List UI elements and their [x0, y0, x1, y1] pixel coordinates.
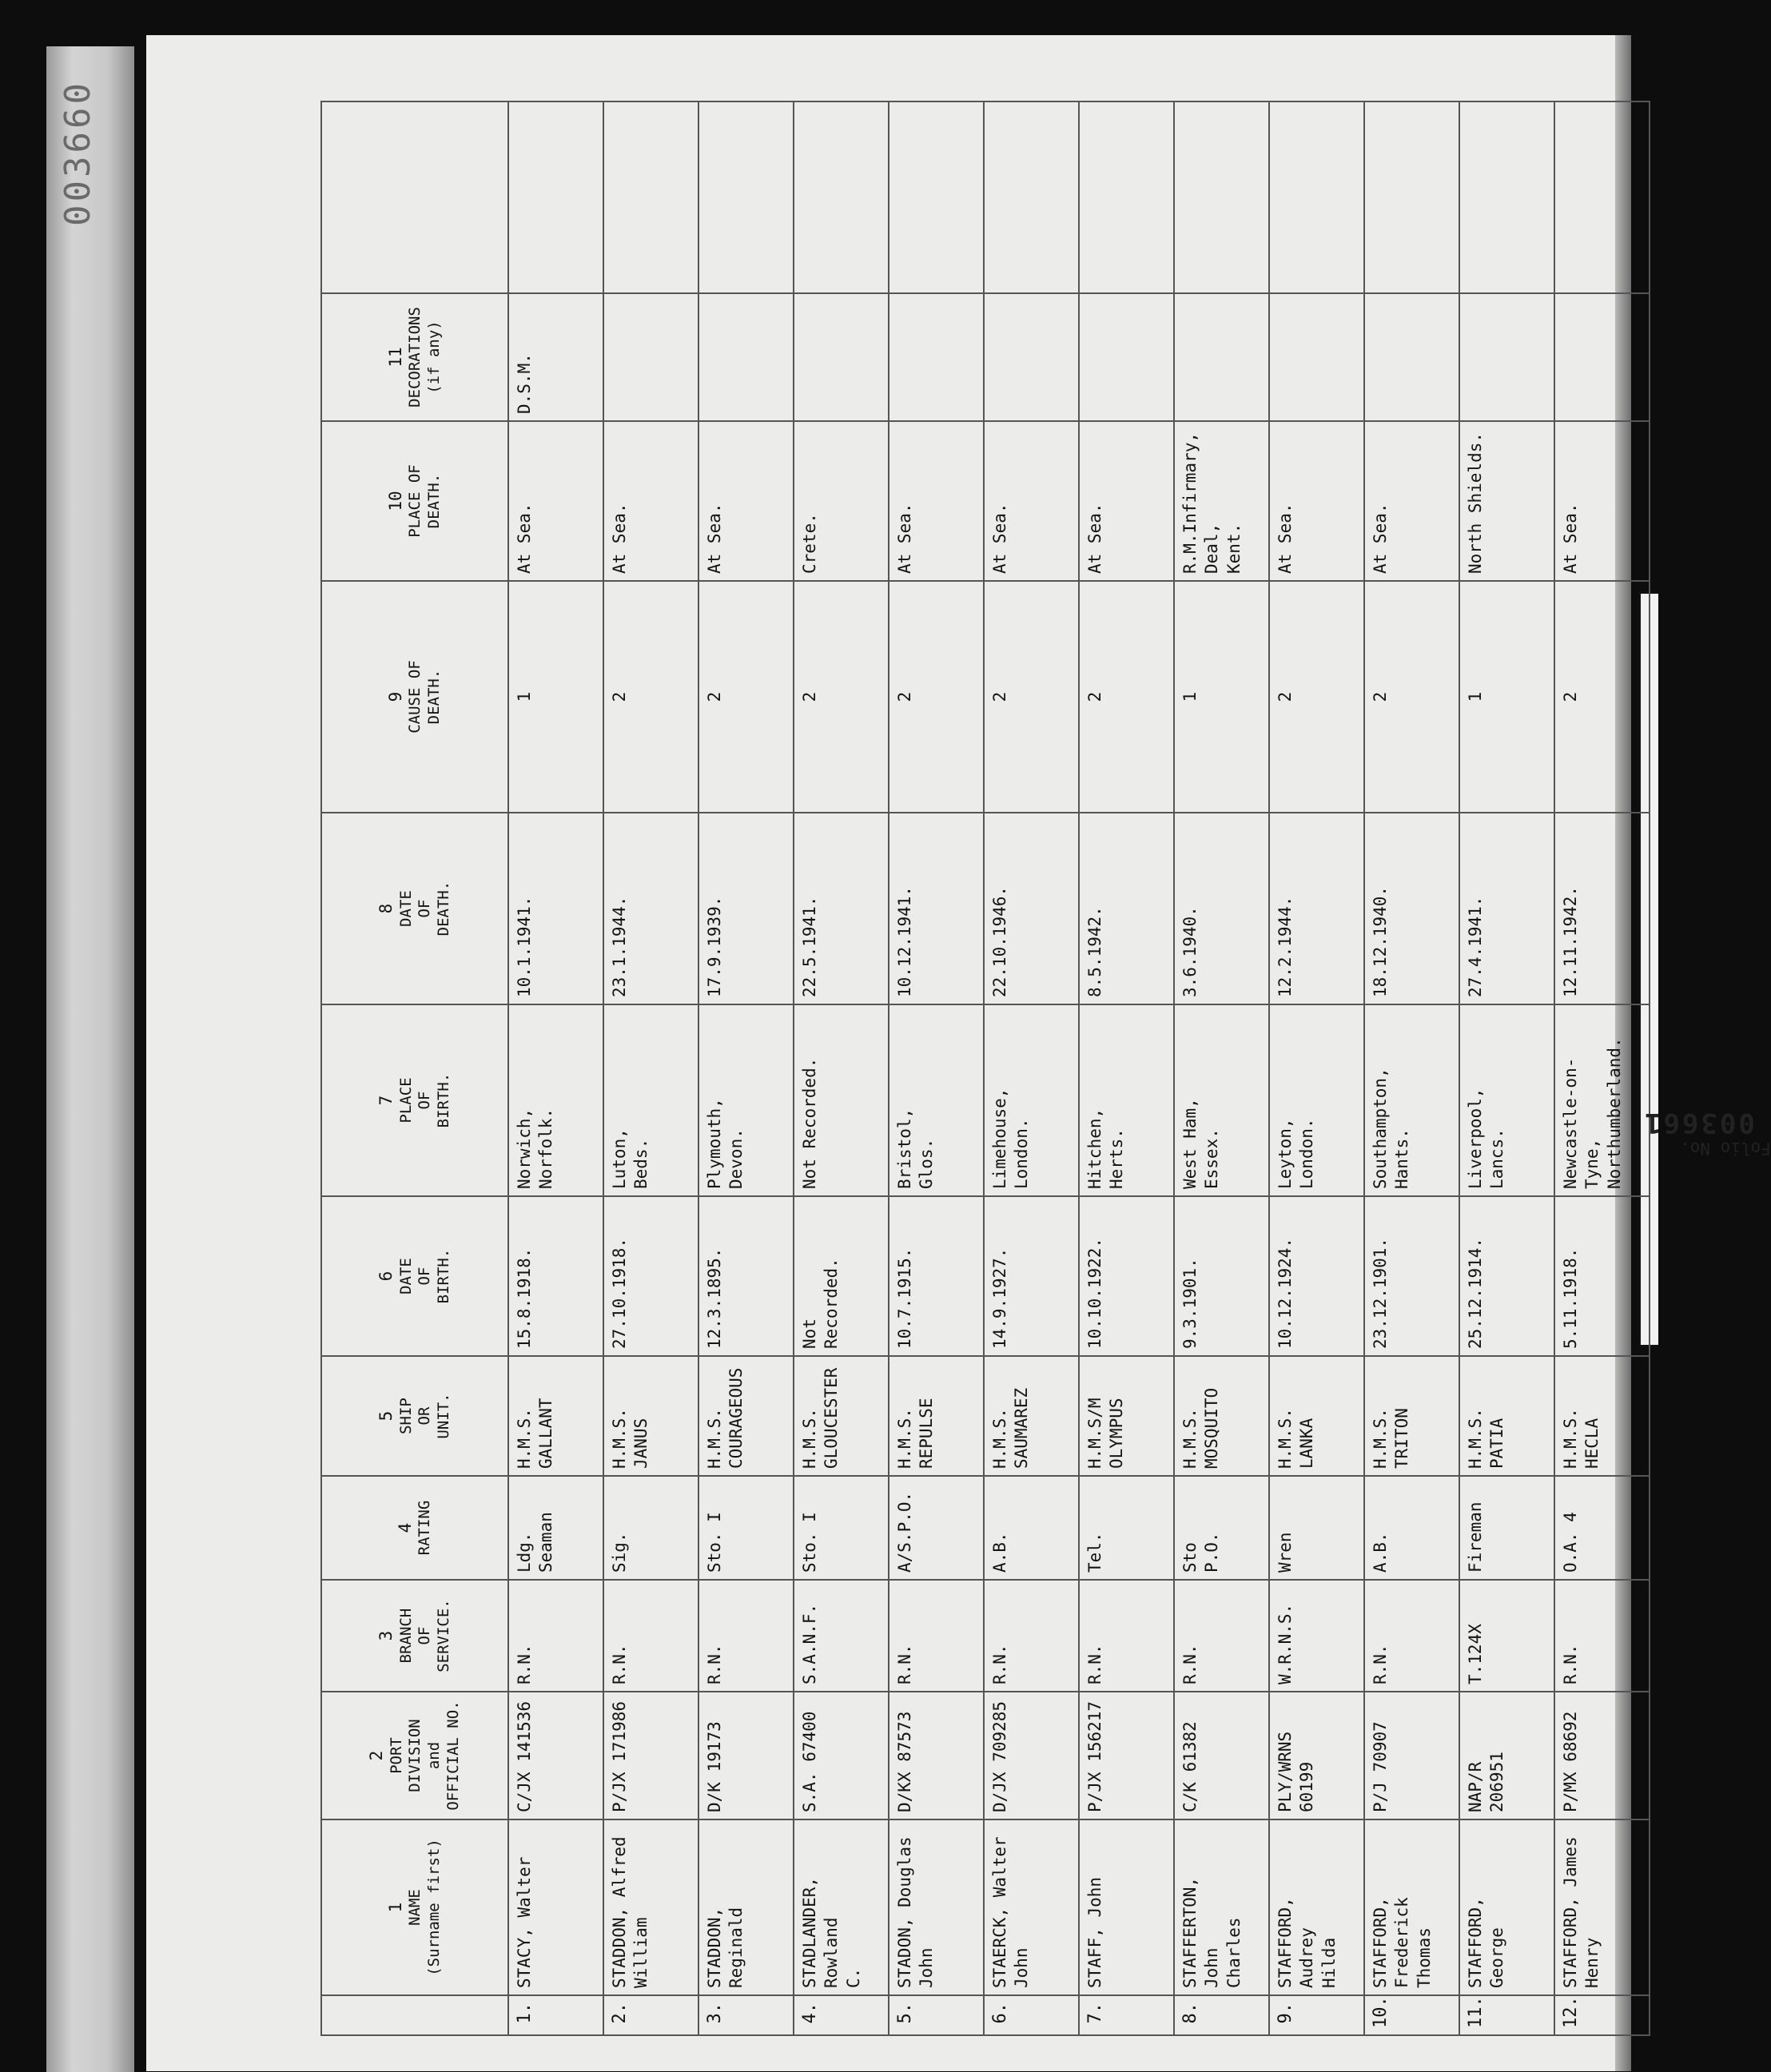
date-of-birth-cell: 23.12.1901.: [1364, 1196, 1459, 1356]
ship-cell: H.M.S. HECLA: [1554, 1356, 1650, 1476]
date-of-birth-cell: Not Recorded.: [794, 1196, 889, 1356]
column-header-line: BIRTH.: [435, 1072, 452, 1128]
table-row: [1079, 101, 1174, 2035]
ship-cell: H.M.S/M OLYMPUS: [1079, 1356, 1174, 1476]
header-row: [321, 101, 508, 2035]
column-number: 2: [367, 1750, 387, 1761]
name-cell: STADDON, Alfred William: [603, 1819, 698, 1995]
binding-strip: [46, 46, 134, 2072]
column-header: [321, 1995, 508, 2035]
row-number: 8.: [1174, 1995, 1269, 2035]
cause-of-death-cell: 2: [794, 581, 889, 813]
date-of-birth-cell: 15.8.1918.: [508, 1196, 603, 1356]
blank-cell: [1364, 101, 1459, 293]
rating-cell: Wren: [1269, 1476, 1364, 1580]
branch-cell: R.N.: [603, 1580, 698, 1692]
column-header-line: OFFICIAL NO.: [444, 1700, 462, 1811]
rating-cell: A/S.P.O.: [889, 1476, 984, 1580]
ship-cell: H.M.S. LANKA: [1269, 1356, 1364, 1476]
column-number: 7: [376, 1095, 396, 1106]
name-cell: STAERCK, Walter John: [984, 1819, 1079, 1995]
date-of-birth-cell: 5.11.1918.: [1554, 1196, 1650, 1356]
ship-cell: H.M.S. PATIA: [1459, 1356, 1554, 1476]
place-of-death-cell: At Sea.: [508, 421, 603, 581]
column-number: 10: [386, 491, 406, 511]
cause-of-death-cell: 2: [603, 581, 698, 813]
date-of-death-cell: 12.11.1942.: [1554, 813, 1650, 1004]
place-of-birth-cell: Norwich, Norfolk.: [508, 1004, 603, 1196]
column-header-line: (Surname first): [425, 1839, 444, 1976]
blank-cell: [1459, 101, 1554, 293]
official-number-cell: C/K 61382: [1174, 1692, 1269, 1819]
blank-cell: [984, 101, 1079, 293]
branch-cell: R.N.: [889, 1580, 984, 1692]
row-number: 5.: [889, 1995, 984, 2035]
decorations-cell: [1079, 293, 1174, 421]
cause-of-death-cell: 1: [1174, 581, 1269, 813]
cause-of-death-cell: 1: [1459, 581, 1554, 813]
folio-label: Folio No.: [1680, 1139, 1771, 1158]
table-row: [698, 101, 794, 2035]
official-number-cell: P/JX 156217: [1079, 1692, 1174, 1819]
date-of-death-cell: 10.12.1941.: [889, 813, 984, 1004]
column-number: 5: [376, 1410, 396, 1422]
branch-cell: R.N.: [1364, 1580, 1459, 1692]
column-header-line: SHIP: [396, 1398, 415, 1434]
column-header-line: DEATH.: [425, 473, 444, 529]
cause-of-death-cell: 2: [984, 581, 1079, 813]
column-number: 6: [376, 1271, 396, 1282]
table-row: [508, 101, 603, 2035]
date-of-birth-cell: 9.3.1901.: [1174, 1196, 1269, 1356]
blank-cell: [603, 101, 698, 293]
date-of-birth-cell: 12.3.1895.: [698, 1196, 794, 1356]
cause-of-death-cell: 2: [889, 581, 984, 813]
rating-cell: Sig.: [603, 1476, 698, 1580]
row-number: 11.: [1459, 1995, 1554, 2035]
column-number: 3: [376, 1630, 396, 1641]
rating-cell: Ldg. Seaman: [508, 1476, 603, 1580]
column-number: 8: [376, 903, 396, 914]
cause-of-death-cell: 2: [1269, 581, 1364, 813]
column-header-line: CAUSE OF: [406, 660, 424, 734]
row-number: 1.: [508, 1995, 603, 2035]
branch-cell: S.A.N.F.: [794, 1580, 889, 1692]
row-number: 7.: [1079, 1995, 1174, 2035]
column-header: [321, 1356, 508, 1476]
column-header-line: PORT DIVISION: [387, 1719, 424, 1792]
place-of-birth-cell: Liverpool, Lancs.: [1459, 1004, 1554, 1196]
blank-cell: [698, 101, 794, 293]
date-of-birth-cell: 10.10.1922.: [1079, 1196, 1174, 1356]
date-of-death-cell: 27.4.1941.: [1459, 813, 1554, 1004]
column-header: [321, 581, 508, 813]
name-cell: STADLANDER, Rowland C.: [794, 1819, 889, 1995]
date-of-birth-cell: 25.12.1914.: [1459, 1196, 1554, 1356]
date-of-death-cell: 23.1.1944.: [603, 813, 698, 1004]
column-header: [321, 813, 508, 1004]
decorations-cell: [698, 293, 794, 421]
branch-cell: T.124X: [1459, 1580, 1554, 1692]
column-header-line: DATE: [396, 1258, 415, 1295]
table-row: [1269, 101, 1364, 2035]
column-header-line: DECORATIONS: [406, 307, 424, 408]
blank-cell: [1079, 101, 1174, 293]
decorations-cell: [1459, 293, 1554, 421]
column-header-line: OR: [416, 1406, 434, 1426]
place-of-death-cell: At Sea.: [1269, 421, 1364, 581]
cause-of-death-cell: 2: [1079, 581, 1174, 813]
rating-cell: A.B.: [1364, 1476, 1459, 1580]
blank-cell: [889, 101, 984, 293]
branch-cell: W.R.N.S.: [1269, 1580, 1364, 1692]
column-header: [321, 1819, 508, 1995]
name-cell: STAFF, John: [1079, 1819, 1174, 1995]
place-of-birth-cell: Leyton, London.: [1269, 1004, 1364, 1196]
official-number-cell: D/K 19173: [698, 1692, 794, 1819]
place-of-death-cell: At Sea.: [1079, 421, 1174, 581]
table-row: [794, 101, 889, 2035]
place-of-death-cell: North Shields.: [1459, 421, 1554, 581]
ship-cell: H.M.S. COURAGEOUS: [698, 1356, 794, 1476]
name-cell: STAFFORD, Audrey Hilda: [1269, 1819, 1364, 1995]
place-of-death-cell: At Sea.: [1554, 421, 1650, 581]
column-header: [321, 1196, 508, 1356]
column-header: [321, 1476, 508, 1580]
cause-of-death-cell: 1: [508, 581, 603, 813]
rating-cell: Tel.: [1079, 1476, 1174, 1580]
table-row: [1364, 101, 1459, 2035]
place-of-birth-cell: Luton, Beds.: [603, 1004, 698, 1196]
date-of-death-cell: 22.10.1946.: [984, 813, 1079, 1004]
column-number: 9: [386, 691, 406, 702]
name-cell: STAFFORD, Frederick Thomas: [1364, 1819, 1459, 1995]
place-of-birth-cell: Limehouse, London.: [984, 1004, 1079, 1196]
blank-cell: [1269, 101, 1364, 293]
official-number-cell: P/MX 68692: [1554, 1692, 1650, 1819]
date-of-birth-cell: 27.10.1918.: [603, 1196, 698, 1356]
cause-of-death-cell: 2: [1364, 581, 1459, 813]
table-row: [603, 101, 698, 2035]
column-header-line: RATING: [416, 1500, 434, 1556]
cause-of-death-cell: 2: [1554, 581, 1650, 813]
rating-cell: O.A. 4: [1554, 1476, 1650, 1580]
decorations-cell: [1174, 293, 1269, 421]
column-header-line: OF: [416, 1091, 434, 1110]
register-body: [508, 101, 1650, 2035]
column-header: [321, 421, 508, 581]
ship-cell: H.M.S. TRITON: [1364, 1356, 1459, 1476]
place-of-death-cell: At Sea.: [984, 421, 1079, 581]
place-of-birth-cell: Hitchen, Herts.: [1079, 1004, 1174, 1196]
ship-cell: H.M.S. REPULSE: [889, 1356, 984, 1476]
column-header-line: PLACE OF: [406, 464, 424, 538]
ship-cell: H.M.S. GLOUCESTER: [794, 1356, 889, 1476]
table-row: [889, 101, 984, 2035]
blank-cell: [794, 101, 889, 293]
place-of-birth-cell: Plymouth, Devon.: [698, 1004, 794, 1196]
ship-cell: H.M.S. MOSQUITO: [1174, 1356, 1269, 1476]
blank-cell: [1554, 101, 1650, 293]
name-cell: STACY, Walter: [508, 1819, 603, 1995]
official-number-cell: NAP/R 206951: [1459, 1692, 1554, 1819]
place-of-death-cell: At Sea.: [1364, 421, 1459, 581]
official-number-cell: P/JX 171986: [603, 1692, 698, 1819]
official-number-cell: D/KX 87573: [889, 1692, 984, 1819]
official-number-cell: C/JX 141536: [508, 1692, 603, 1819]
place-of-death-cell: At Sea.: [603, 421, 698, 581]
column-header: [321, 101, 508, 293]
official-number-cell: D/JX 709285: [984, 1692, 1079, 1819]
branch-cell: R.N.: [1554, 1580, 1650, 1692]
column-header-line: NAME: [406, 1889, 424, 1926]
row-number: 2.: [603, 1995, 698, 2035]
ship-cell: H.M.S. SAUMAREZ: [984, 1356, 1079, 1476]
place-of-birth-cell: West Ham, Essex.: [1174, 1004, 1269, 1196]
rating-cell: Sto P.O.: [1174, 1476, 1269, 1580]
table-row: [1174, 101, 1269, 2035]
folio-number: 003661: [1642, 1107, 1755, 1139]
branch-cell: R.N.: [508, 1580, 603, 1692]
rating-cell: Sto. I: [698, 1476, 794, 1580]
place-of-birth-cell: Southampton, Hants.: [1364, 1004, 1459, 1196]
casualty-register-table: [320, 101, 1650, 2036]
date-of-death-cell: 17.9.1939.: [698, 813, 794, 1004]
name-cell: STADON, Douglas John: [889, 1819, 984, 1995]
date-of-death-cell: 18.12.1940.: [1364, 813, 1459, 1004]
column-header: [321, 1692, 508, 1819]
date-of-death-cell: 3.6.1940.: [1174, 813, 1269, 1004]
decorations-cell: [1269, 293, 1364, 421]
decorations-cell: D.S.M.: [508, 293, 603, 421]
column-header-line: DEATH.: [435, 881, 452, 937]
decorations-cell: [603, 293, 698, 421]
column-header-line: (if any): [425, 320, 444, 394]
column-header: [321, 293, 508, 421]
column-number: 4: [396, 1522, 415, 1533]
date-of-birth-cell: 14.9.1927.: [984, 1196, 1079, 1356]
branch-cell: R.N.: [1079, 1580, 1174, 1692]
date-of-birth-cell: 10.7.1915.: [889, 1196, 984, 1356]
ship-cell: H.M.S. GALLANT: [508, 1356, 603, 1476]
column-number: 1: [386, 1902, 406, 1913]
column-number: 11: [386, 347, 406, 368]
column-header-line: and: [425, 1741, 444, 1770]
name-cell: STAFFORD, George: [1459, 1819, 1554, 1995]
row-number: 12.: [1554, 1995, 1650, 2035]
decorations-cell: [889, 293, 984, 421]
rating-cell: Sto. I: [794, 1476, 889, 1580]
cause-of-death-cell: 2: [698, 581, 794, 813]
column-header-line: SERVICE.: [435, 1599, 452, 1672]
place-of-death-cell: R.M.Infirmary, Deal, Kent.: [1174, 421, 1269, 581]
name-cell: STADDON, Reginald: [698, 1819, 794, 1995]
column-header-line: OF: [416, 1626, 434, 1645]
official-number-cell: PLY/WRNS 60199: [1269, 1692, 1364, 1819]
table-row: [984, 101, 1079, 2035]
place-of-death-cell: Crete.: [794, 421, 889, 581]
place-of-birth-cell: Not Recorded.: [794, 1004, 889, 1196]
column-header: [321, 1580, 508, 1692]
place-of-birth-cell: Newcastle-on- Tyne, Northumberland.: [1554, 1004, 1650, 1196]
date-of-birth-cell: 10.12.1924.: [1269, 1196, 1364, 1356]
rating-cell: Fireman: [1459, 1476, 1554, 1580]
column-header-line: OF: [416, 899, 434, 918]
official-number-cell: P/J 70907: [1364, 1692, 1459, 1819]
register-frame: [320, 102, 1624, 2036]
column-header-line: BRANCH: [396, 1608, 415, 1664]
column-header-line: BIRTH.: [435, 1248, 452, 1304]
binding-code: 003660: [58, 80, 98, 226]
name-cell: STAFFORD, James Henry: [1554, 1819, 1650, 1995]
date-of-death-cell: 10.1.1941.: [508, 813, 603, 1004]
row-number: 3.: [698, 1995, 794, 2035]
ship-cell: H.M.S. JANUS: [603, 1356, 698, 1476]
row-number: 4.: [794, 1995, 889, 2035]
table-row: [1554, 101, 1650, 2035]
decorations-cell: [984, 293, 1079, 421]
branch-cell: R.N.: [1174, 1580, 1269, 1692]
decorations-cell: [1554, 293, 1650, 421]
folio-stamp: [1642, 1107, 1771, 1158]
name-cell: STAFFERTON, John Charles: [1174, 1819, 1269, 1995]
date-of-death-cell: 12.2.1944.: [1269, 813, 1364, 1004]
decorations-cell: [794, 293, 889, 421]
blank-cell: [1174, 101, 1269, 293]
row-number: 9.: [1269, 1995, 1364, 2035]
branch-cell: R.N.: [984, 1580, 1079, 1692]
table-row: [1459, 101, 1554, 2035]
column-header-line: UNIT.: [435, 1393, 452, 1439]
branch-cell: R.N.: [698, 1580, 794, 1692]
column-header-line: PLACE: [396, 1077, 415, 1123]
blank-cell: [508, 101, 603, 293]
decorations-cell: [1364, 293, 1459, 421]
place-of-death-cell: At Sea.: [698, 421, 794, 581]
date-of-death-cell: 22.5.1941.: [794, 813, 889, 1004]
date-of-death-cell: 8.5.1942.: [1079, 813, 1174, 1004]
official-number-cell: S.A. 67400: [794, 1692, 889, 1819]
place-of-birth-cell: Bristol, Glos.: [889, 1004, 984, 1196]
column-header-line: DATE: [396, 890, 415, 927]
column-header: [321, 1004, 508, 1196]
rating-cell: A.B.: [984, 1476, 1079, 1580]
row-number: 6.: [984, 1995, 1079, 2035]
place-of-death-cell: At Sea.: [889, 421, 984, 581]
row-number: 10.: [1364, 1995, 1459, 2035]
column-header-line: DEATH.: [425, 669, 444, 725]
column-header-line: OF: [416, 1267, 434, 1286]
